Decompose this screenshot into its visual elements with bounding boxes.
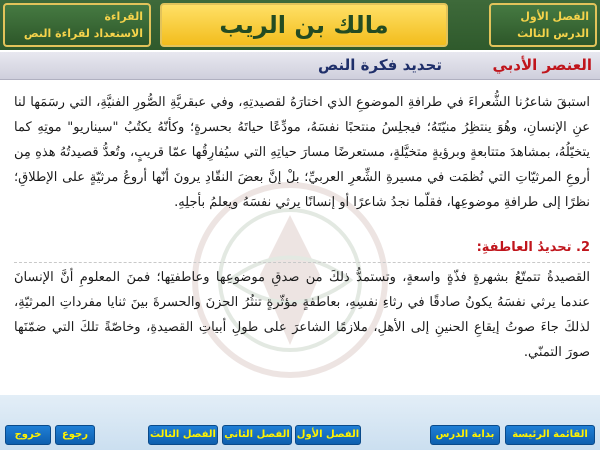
section-label: العنصر الأدبي (492, 56, 592, 74)
section-bar (0, 52, 600, 80)
chapter-two-button[interactable]: الفصل الثاني (222, 425, 292, 445)
lesson-start-button[interactable]: بداية الدرس (430, 425, 500, 445)
chapter-one-button[interactable]: الفصل الأول (295, 425, 361, 445)
paragraph-emotion: القصيدةُ تتمتّعُ بشهرةٍ فذّةٍ واسعةٍ، وتستمدُّ ذلكَ من صدقِ موضوعِها وعاطفتِها؛ فمنَ المعلومِ أنَّ الإنسانَ عندما يرثي نفسَهُ يكونُ صادقًا في رثاءِ نفسِهِ، بعاطفةٍ مؤثّرةٍ تنثُرُ الحزنَ والحسرةَ بينَ ثنايا مفرداتِ المرثيّةِ، لذلكَ جاءَ صوتُ إيقاعِ الحنينِ إلى الأهلِ، ملازمًا الشاعرَ على طولِ أبياتِ القصيدةِ، وخاصّةً تلكَ التي ضمّنَها صورَ التمنّي. (14, 270, 590, 360)
header-bar (0, 0, 600, 50)
topic-label: القراءة (104, 10, 143, 23)
section-title: تحديد فكرة النص (318, 56, 442, 74)
chapter-three-button[interactable]: الفصل الثالث (148, 425, 218, 445)
main-menu-button[interactable]: القائمة الرئيسة (505, 425, 595, 445)
lesson-info-box (489, 3, 597, 47)
back-button[interactable]: رجوع (55, 425, 95, 445)
chapter-label: الفصل الأول (520, 10, 589, 23)
exit-button[interactable]: خروج (5, 425, 51, 445)
lesson-label: الدرس الثالث (517, 27, 589, 40)
bottom-navbar (0, 395, 600, 450)
subtopic-label: الاستعداد لقراءة النص (23, 27, 143, 40)
page-title: مالك بن الريب (160, 3, 448, 47)
topic-info-box (3, 3, 151, 47)
subheading-emotion: 2. تحديدُ العاطفةِ: (14, 235, 590, 263)
lesson-content (14, 90, 590, 385)
paragraph-idea: استبقَ شاعرُنا الشُّعراءَ في طرافةِ الموضوعِ الذي اختارَهُ لقصيدتِهِ، وفي عبقريَّةِ الصُّورِ الفنيَّةِ، التي رسَمَها لنا عنِ الإنسانِ، وهُوَ ينتظِرُ منيّتَهُ؛ فيجلِسُ منتحبًا نفسَهُ، مودِّعًا حياتَهُ بحسرةٍ؛ وكأنّهُ يكتُبُ "سيناريو" موتِهِ كما يتخيّلُهُ، بمشاهدَ متتابعةٍ وبرؤيةٍ متخيَّلةٍ، مستعرضًا مسارَ حياتِهِ التي سيُفارِقُها عمّا قريبٍ، وتُعدُّ قصيدتُهُ هذهِ مِن أروعِ المرثيّاتِ التي نُظمَت في مسيرةِ الشِّعرِ العربيِّ؛ بلْ إنَّ بعضَ النقّادِ يرونَ أنّها أروعُ مرثيّةٍ على الإطلاقِ؛ نظرًا إلى طرافةِ موضوعِها، فقلّما نجدُ شاعرًا أو إنسانًا يرثي نفسَهُ ويعلمُ بأجلِهِ. (14, 95, 591, 210)
